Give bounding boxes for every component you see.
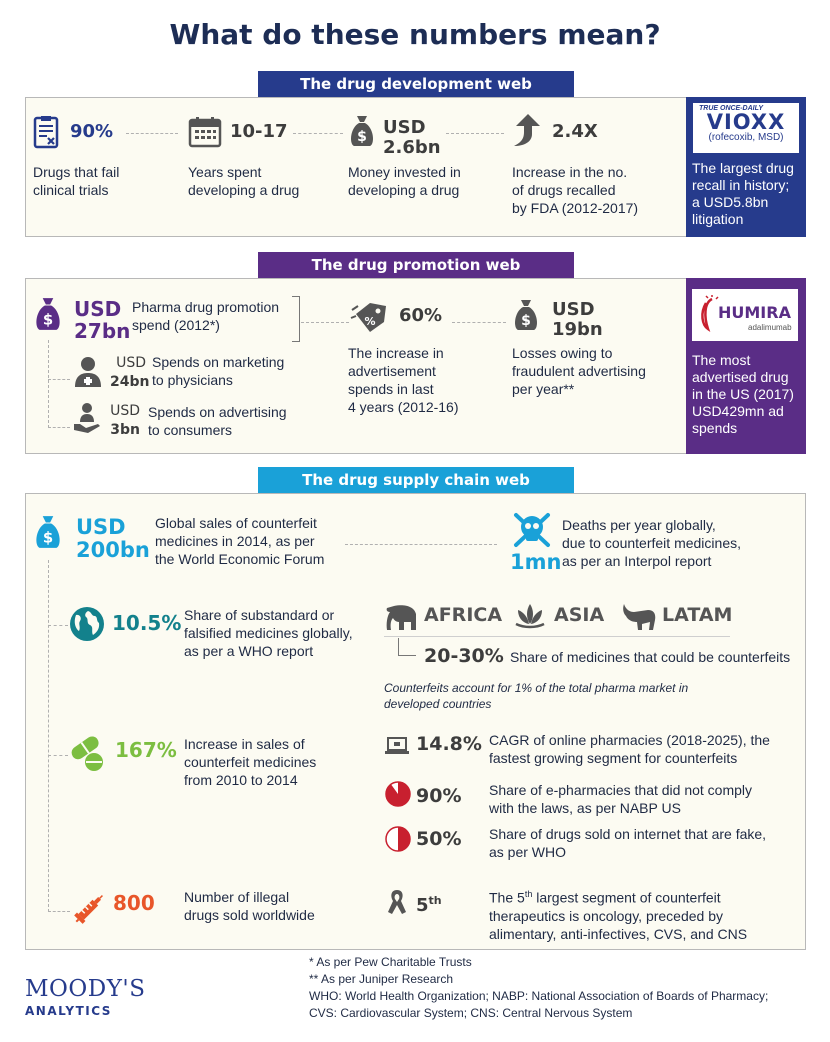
humira-text: The most advertised drug in the US (2017) USD429mn ad spends	[692, 352, 794, 436]
footnotes: * As per Pew Charitable Trusts ** As per Juniper Research WHO: World Health Organization; NABP: National Association of Boards of Pharmacy; CVS: Cardiovascular System; CNS: Central Nervous System	[309, 955, 769, 1020]
regions-share-label: Share of medicines that could be counterfeits	[510, 649, 791, 665]
recall-value: 2.4X	[552, 121, 598, 142]
drugs-fail-value: 90%	[70, 121, 114, 142]
sales-increase-label: Increase in sales of counterfeit medicines from 2010 to 2014	[184, 736, 317, 788]
physician-icon	[74, 356, 102, 388]
arrow-up-icon	[510, 112, 542, 148]
lotus-icon	[514, 602, 546, 630]
price-tag-icon	[350, 300, 388, 334]
sales-increase-value: 167%	[115, 738, 177, 762]
elephant-icon	[384, 602, 422, 632]
svg-text:$: $	[521, 313, 531, 329]
losses-label: Losses owing to fraudulent advertising per year**	[512, 345, 646, 397]
substandard-value: 10.5%	[112, 611, 182, 635]
regions-share-value: 20-30%	[424, 645, 504, 667]
skull-crossbones-icon	[512, 511, 552, 549]
connector	[126, 133, 178, 134]
ribbon-icon	[386, 888, 408, 918]
connector	[301, 322, 349, 323]
connector	[293, 133, 343, 134]
bull-icon	[620, 600, 658, 632]
deaths-value: 1mn	[510, 550, 562, 574]
oncology-value: 5th	[416, 894, 442, 916]
pills-icon	[68, 734, 108, 772]
clipboard-x-icon	[33, 115, 59, 149]
years-label: Years spent developing a drug	[188, 164, 300, 198]
vioxx-logo: TRUE ONCE-DAILY VIOXX (rofecoxib, MSD)	[693, 103, 799, 153]
oncology-label: The 5th largest segment of counterfeit therapeutics is oncology, preceded by alimentary, anti-infectives, CVS, and CNS	[489, 889, 748, 942]
svg-text:$: $	[357, 129, 367, 145]
laptop-icon	[384, 736, 410, 756]
consumers-label: Spends on advertising to consumers	[148, 404, 287, 438]
fake-value: 50%	[416, 828, 462, 850]
page-title: What do these numbers mean?	[169, 18, 661, 51]
syringe-icon	[70, 890, 108, 928]
pie-90-icon	[384, 780, 412, 808]
promotion-label: Pharma drug promotion spend (2012*)	[132, 299, 280, 333]
humira-logo: HUMIRA adalimumab	[692, 289, 798, 341]
svg-text:$: $	[42, 311, 54, 329]
development-banner: The drug development web	[258, 71, 574, 97]
money-bag-icon	[33, 514, 63, 550]
consumers-value: USD 3bn	[110, 403, 140, 438]
divider	[384, 636, 730, 637]
promotion-banner: The drug promotion web	[258, 252, 574, 278]
global-sales-value: USD 200bn	[76, 515, 150, 562]
connector	[345, 544, 497, 545]
global-sales-label: Global sales of counterfeit medicines in 2014, as per the World Economic Forum	[155, 515, 325, 567]
region-asia: ASIA	[554, 604, 605, 626]
epharm-value: 90%	[416, 785, 462, 807]
connector	[48, 379, 70, 380]
years-value: 10-17	[230, 121, 288, 142]
epharm-label: Share of e-pharmacies that did not comply with the laws, as per NABP US	[489, 782, 753, 816]
promotion-value: USD 27bn	[74, 297, 131, 343]
physicians-label: Spends on marketing to physicians	[152, 354, 285, 388]
connector	[48, 427, 70, 428]
losses-value: USD 19bn	[552, 299, 603, 340]
drugs-fail-label: Drugs that fail clinical trials	[33, 164, 120, 198]
connector	[48, 340, 49, 428]
fake-label: Share of drugs sold on internet that are fake, as per WHO	[489, 826, 767, 860]
connector	[452, 322, 506, 323]
bracket	[398, 638, 416, 656]
deaths-label: Deaths per year globally, due to counterfeit medicines, as per an Interpol report	[562, 517, 741, 569]
illegal-value: 800	[113, 891, 155, 915]
moodys-logo: MOODY'S ANALYTICS	[25, 976, 146, 1018]
connector	[48, 911, 70, 912]
connector	[446, 133, 504, 134]
substandard-label: Share of substandard or falsified medicines globally, as per a WHO report	[184, 607, 353, 659]
svg-text:$: $	[42, 529, 54, 547]
money-bag-icon	[33, 296, 63, 332]
connector	[48, 625, 68, 626]
illegal-label: Number of illegal drugs sold worldwide	[184, 889, 315, 923]
money-bag-icon	[348, 114, 376, 148]
developed-note: Counterfeits account for 1% of the total pharma market in developed countries	[384, 681, 689, 711]
globe-icon	[68, 605, 106, 643]
cagr-value: 14.8%	[416, 733, 482, 755]
investment-label: Money invested in developing a drug	[348, 164, 461, 198]
region-africa: AFRICA	[424, 604, 503, 626]
connector	[48, 755, 68, 756]
ad-increase-value: 60%	[399, 305, 443, 326]
ad-increase-label: The increase in advertisement spends in last 4 years (2012-16)	[348, 345, 459, 415]
recall-label: Increase in the no. of drugs recalled by FDA (2012-2017)	[512, 164, 639, 216]
connector	[48, 560, 49, 912]
pie-50-icon	[384, 825, 412, 853]
vioxx-text: The largest drug recall in history; a USD5.8bn litigation	[692, 160, 794, 227]
cagr-label: CAGR of online pharmacies (2018-2025), the fastest growing segment for counterfeits	[489, 732, 770, 766]
physicians-value: USD 24bn	[110, 355, 150, 390]
supply-banner: The drug supply chain web	[258, 467, 574, 493]
consumer-hand-icon	[72, 402, 104, 434]
investment-value: USD 2.6bn	[383, 117, 441, 158]
region-latam: LATAM	[662, 604, 733, 626]
svg-text:%: %	[364, 315, 376, 328]
calendar-icon	[188, 116, 222, 148]
money-bag-icon	[512, 298, 540, 332]
bracket	[292, 296, 300, 342]
